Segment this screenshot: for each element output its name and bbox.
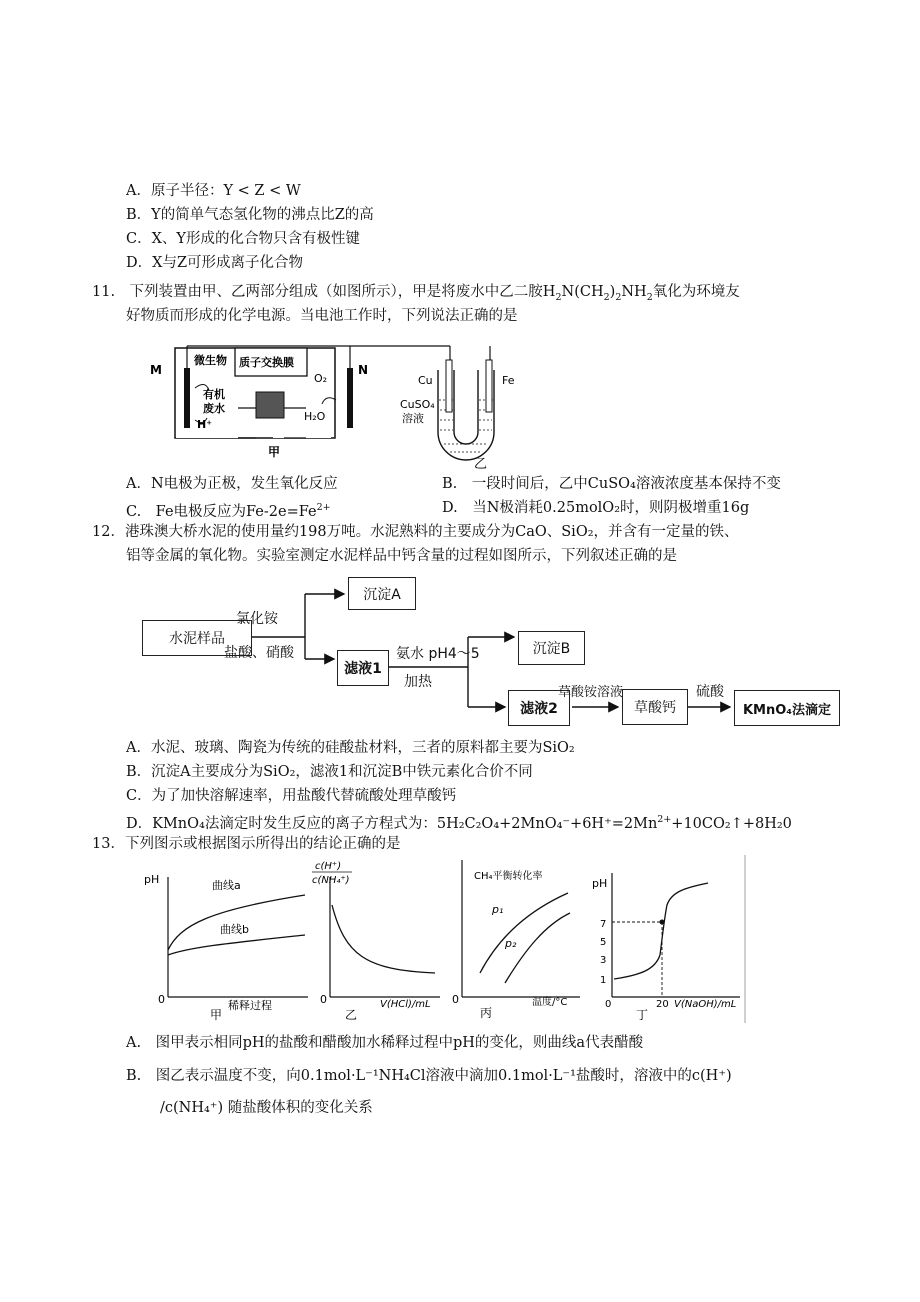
svg-text:乙: 乙: [345, 1008, 358, 1022]
svg-text:5: 5: [600, 937, 607, 948]
q13-stem: 13．下列图示或根据图示所得出的结论正确的是: [92, 836, 401, 852]
q11-stem-line2: 好物质而形成的化学电源。当电池工作时，下列说法正确的是: [126, 308, 518, 324]
svg-text:p₁: p₁: [492, 903, 504, 916]
electrode-m-label: M: [150, 363, 162, 377]
h-plus-label: H⁺: [197, 418, 213, 431]
o2-label: O₂: [314, 372, 328, 385]
svg-text:c(NH₄⁺): c(NH₄⁺): [312, 875, 350, 886]
q11-option-a: A．N电极为正极，发生氧化反应: [126, 476, 338, 492]
q10-option-d: D．X与Z可形成离子化合物: [126, 255, 304, 271]
svg-text:1: 1: [600, 975, 607, 986]
q13-option-a: A. 图甲表示相同pH的盐酸和醋酸加水稀释过程中pH的变化，则曲线a代表醋酸: [126, 1035, 644, 1051]
curve-b: [168, 935, 305, 955]
svg-text:V(NaOH)/mL: V(NaOH)/mL: [674, 999, 737, 1010]
q13-option-b-line2: /c(NH₄⁺) 随盐酸体积的变化关系: [160, 1100, 373, 1116]
svg-text:3: 3: [600, 955, 607, 966]
part-yi-label: 乙: [474, 457, 488, 470]
flow-cement-sample: 水泥样品: [142, 620, 252, 656]
svg-text:丙: 丙: [480, 1006, 493, 1020]
svg-text:甲: 甲: [210, 1008, 223, 1022]
waste-water-label: 废水: [203, 402, 225, 415]
q10-option-a: A．原子半径：Y < Z < W: [126, 183, 301, 199]
q10-option-b: B．Y的简单气态氢化物的沸点比Z的高: [126, 207, 374, 223]
q11-option-d: D. 当N极消耗0.25molO₂时，则阴极增重16g: [442, 500, 750, 516]
flow-ammonia-label: 氨水 pH4～5: [396, 646, 480, 662]
solution-label: 溶液: [402, 412, 424, 425]
q12-stem-line2: 铝等金属的氧化物。实验室测定水泥样品中钙含量的过程如图所示，下列叙述正确的是: [126, 548, 677, 564]
svg-text:丁: 丁: [636, 1008, 649, 1022]
flow-precipitate-b: 沉淀B: [518, 631, 585, 665]
flow-nh4cl-label: 氯化铵: [236, 611, 278, 627]
fe-label: Fe: [502, 374, 515, 387]
svg-text:p₂: p₂: [505, 937, 517, 950]
cuso4-label: CuSO₄: [400, 398, 435, 411]
chart-jia: [144, 873, 308, 1022]
flow-heat-label: 加热: [404, 674, 432, 690]
svg-text:pH: pH: [592, 877, 608, 890]
svg-text:pH: pH: [144, 873, 160, 886]
svg-text:CH₄平衡转化率: CH₄平衡转化率: [474, 871, 543, 882]
flow-oxalate-solution-label: 草酸铵溶液: [558, 685, 624, 700]
q11-stem-line1: 11. 下列装置由甲、乙两部分组成（如图所示），甲是将废水中乙二胺$H_2N(CH_2)_2NH_2$氧化为环境友: [92, 284, 740, 303]
part-jia-label: 甲: [268, 445, 281, 459]
flow-acids-label: 盐酸、硝酸: [224, 645, 294, 661]
q13-charts: [140, 855, 760, 1025]
flow-calcium-oxalate: 草酸钙: [622, 689, 688, 725]
q12-option-a: A．水泥、玻璃、陶瓷为传统的硅酸盐材料，三者的原料都主要为SiO₂: [126, 740, 575, 756]
q12-stem-line1: 12．港珠澳大桥水泥的使用量约198万吨。水泥熟料的主要成分为CaO、SiO₂，并含有一定量的铁、: [92, 524, 739, 540]
chart-ding: [592, 855, 745, 1023]
q11-option-c: C. Fe电极反应为$Fe-2e=Fe^{2+}$: [126, 502, 331, 520]
flow-precipitate-a: 沉淀A: [348, 577, 416, 610]
svg-text:0: 0: [320, 993, 327, 1006]
q11-option-b: B. 一段时间后，乙中CuSO₄溶液浓度基本保持不变: [442, 476, 781, 492]
organic-label: 有机: [203, 388, 225, 401]
svg-text:曲线b: 曲线b: [220, 923, 249, 936]
svg-text:V(HCl)/mL: V(HCl)/mL: [380, 999, 431, 1010]
q12-option-c: C．为了加快溶解速率，用盐酸代替硫酸处理草酸钙: [126, 788, 457, 804]
chart-bing: [452, 855, 580, 1020]
svg-text:曲线a: 曲线a: [212, 879, 241, 892]
membrane-label: 质子交换膜: [239, 356, 294, 369]
svg-text:c(H⁺): c(H⁺): [315, 861, 342, 872]
flow-filtrate-1: 滤液1: [337, 650, 389, 686]
electrode-n-label: N: [358, 363, 369, 377]
h2o-label: H₂O: [304, 410, 326, 423]
svg-text:0: 0: [605, 999, 612, 1010]
q12-option-d: D．KMnO₄法滴定时发生反应的离子方程式为：$5H_2C_2O_4+2MnO_4^-+6H^+=2Mn^{2+}+10CO_2↑+8H_20$: [126, 814, 792, 832]
q10-option-c: C．X、Y形成的化合物只含有极性键: [126, 231, 360, 247]
svg-text:0: 0: [452, 993, 459, 1006]
microbe-label: 微生物: [194, 354, 227, 367]
cu-label: Cu: [418, 374, 433, 387]
svg-text:7: 7: [600, 919, 607, 930]
q13-option-b-line1: B. 图乙表示温度不变，向0.1mol·L⁻¹NH₄Cl溶液中滴加0.1mol·L⁻¹盐酸时，溶液中的c(H⁺): [126, 1068, 732, 1084]
svg-text:20: 20: [656, 999, 669, 1010]
svg-text:稀释过程: 稀释过程: [228, 999, 272, 1012]
q12-option-b: B．沉淀A主要成分为SiO₂，滤液1和沉淀B中铁元素化合价不同: [126, 764, 533, 780]
svg-text:温度/°C: 温度/°C: [532, 997, 568, 1008]
chart-yi: [312, 861, 440, 1022]
flow-filtrate-2: 滤液2: [508, 690, 570, 726]
flow-kmno4-titration: KMnO₄法滴定: [734, 690, 840, 726]
flow-h2so4-label: 硫酸: [696, 684, 724, 700]
svg-text:0: 0: [158, 993, 165, 1006]
